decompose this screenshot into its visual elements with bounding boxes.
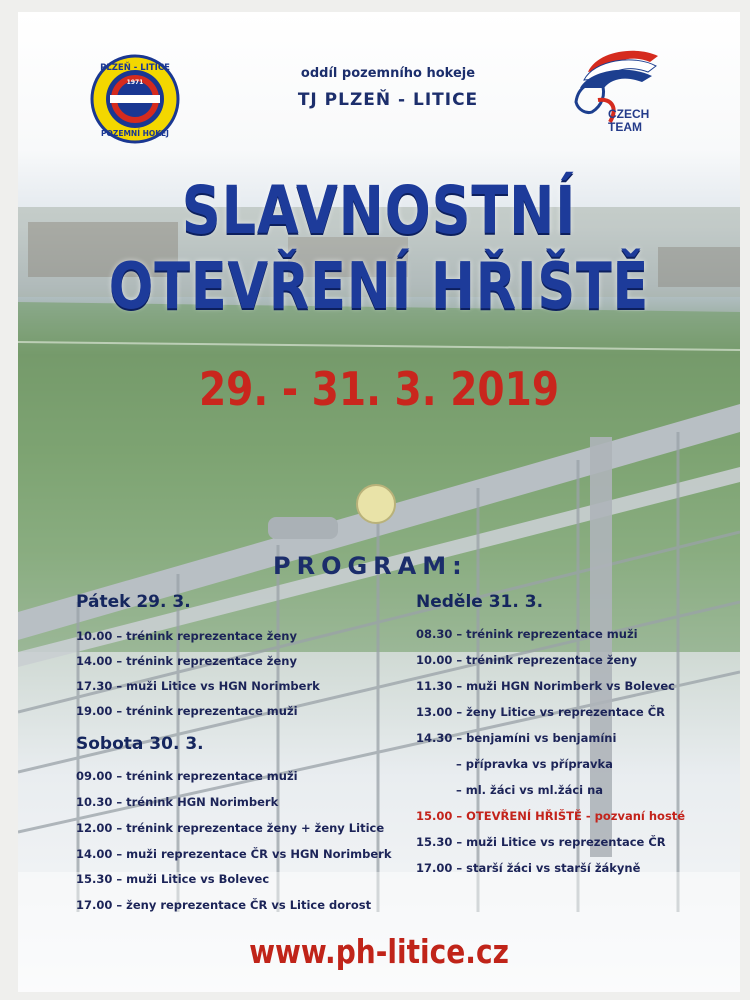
schedule-item: 09.00 – trénink reprezentace muži bbox=[76, 769, 298, 783]
schedule-item: 17.00 – starší žáci vs starší žákyně bbox=[416, 861, 641, 875]
schedule-item: 11.30 – muži HGN Norimberk vs Bolevec bbox=[416, 679, 675, 693]
schedule-item: 14.00 – muži reprezentace ČR vs HGN Norimberk bbox=[76, 847, 392, 861]
schedule-item: 14.30 – benjamíni vs benjamíni bbox=[416, 731, 617, 745]
schedule-item: 13.00 – ženy Litice vs reprezentace ČR bbox=[416, 705, 666, 719]
org-subtitle: oddíl pozemního hokeje bbox=[300, 66, 476, 81]
org-name: TJ PLZEŇ - LITICE bbox=[297, 90, 479, 110]
schedule-item: 10.30 – trénink HGN Norimberk bbox=[76, 795, 279, 809]
schedule-item: 15.30 – muži Litice vs Bolevec bbox=[76, 872, 270, 886]
event-date: 29. - 31. 3. 2019 bbox=[198, 362, 560, 416]
schedule-item: – ml. žáci vs ml.žáci na bbox=[456, 783, 604, 797]
schedule-item: 17.00 – ženy reprezentace ČR vs Litice dorost bbox=[76, 898, 372, 912]
schedule-item: 08.30 – trénink reprezentace muži bbox=[416, 627, 638, 641]
schedule-item: 19.00 – trénink reprezentace muži bbox=[76, 704, 298, 718]
czech-team-label: CZECH TEAM bbox=[608, 107, 650, 134]
schedule-item: 15.30 – muži Litice vs reprezentace ČR bbox=[416, 835, 666, 849]
schedule-item: – přípravka vs přípravka bbox=[456, 757, 613, 771]
website-link[interactable]: www.ph-litice.cz bbox=[249, 932, 509, 971]
program-heading: PROGRAM: bbox=[273, 552, 468, 580]
svg-text:POZEMNÍ HOKEJ: POZEMNÍ HOKEJ bbox=[101, 129, 169, 138]
day-heading-friday: Pátek 29. 3. bbox=[76, 592, 191, 612]
schedule-item-highlight: 15.00 – OTEVŘENÍ HŘIŠTĚ - pozvaní hosté bbox=[416, 809, 686, 823]
schedule-item: 17.30 – muži Litice vs HGN Norimberk bbox=[76, 679, 320, 693]
club-logo bbox=[90, 54, 180, 144]
svg-text:1971: 1971 bbox=[126, 79, 144, 86]
schedule-item: 12.00 – trénink reprezentace ženy + ženy Litice bbox=[76, 821, 385, 835]
svg-text:PLZEŇ - LITICE: PLZEŇ - LITICE bbox=[100, 63, 170, 73]
poster bbox=[18, 12, 740, 992]
title-line-2: OTEVŘENÍ HŘIŠTĚ bbox=[108, 250, 650, 324]
schedule-item: 14.00 – trénink reprezentace ženy bbox=[76, 654, 297, 668]
schedule-item: 10.00 – trénink reprezentace ženy bbox=[416, 653, 637, 667]
schedule-item: 10.00 – trénink reprezentace ženy bbox=[76, 629, 297, 643]
day-heading-saturday: Sobota 30. 3. bbox=[76, 734, 204, 754]
day-heading-sunday: Neděle 31. 3. bbox=[416, 592, 544, 612]
title-line-1: SLAVNOSTNÍ bbox=[181, 172, 577, 249]
